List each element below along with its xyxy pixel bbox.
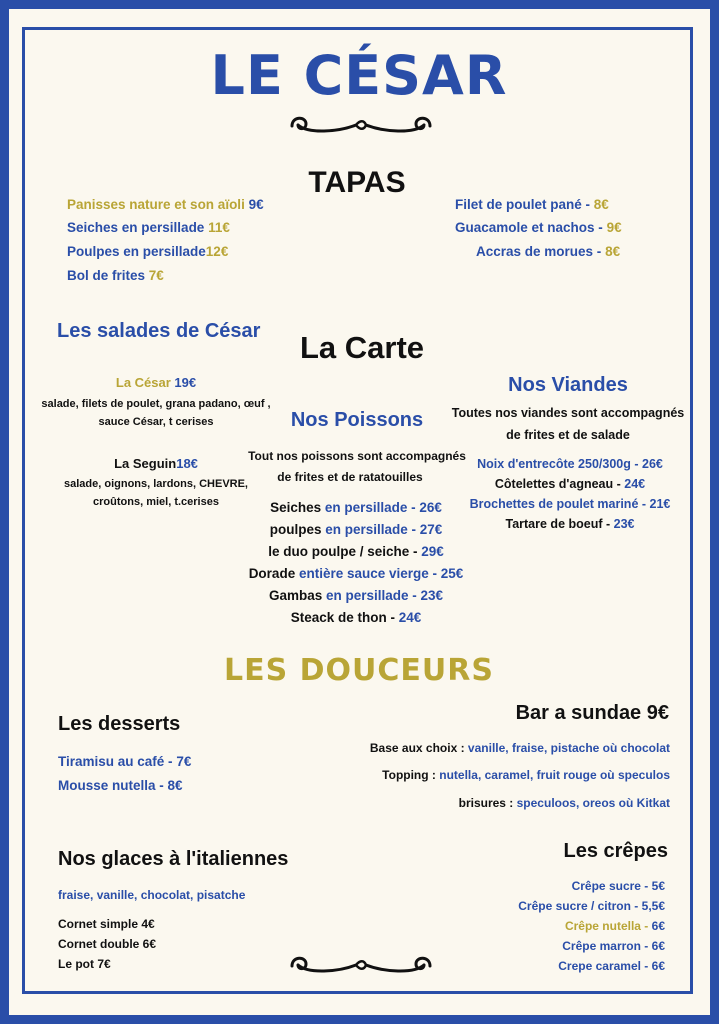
row-value: vanille, fraise, pistache où chocolat [464, 741, 670, 755]
item-name: Bol de frites [67, 268, 146, 283]
item-name: Filet de poulet pané - [455, 197, 591, 212]
tapas-item [67, 244, 228, 259]
item-name: Accras de morues - [476, 244, 602, 259]
item-price: en persillade - 27€ [321, 522, 443, 537]
row-label: Topping : [382, 768, 436, 782]
item-price: 6€ [651, 959, 665, 973]
item-price: 8€ [593, 197, 609, 212]
item-price: entière sauce vierge - 25€ [295, 566, 464, 581]
viandes-heading: Nos Viandes [508, 374, 628, 396]
item-name: Crêpe nutella - [564, 919, 649, 933]
salade-item-title [116, 375, 196, 390]
viande-item [506, 517, 635, 531]
item-name: Dorade [248, 566, 296, 581]
viande-item [477, 457, 663, 471]
row-value: nutella, caramel, fruit rouge où speculos [435, 768, 670, 782]
poisson-item [268, 544, 444, 559]
salade-item-title [114, 456, 198, 471]
crepe-item [518, 899, 665, 913]
carte-heading: La Carte [299, 330, 425, 365]
glace-item: Le pot 7€ [58, 957, 111, 971]
item-price: 8€ [605, 244, 621, 259]
item-price: 5€ [651, 879, 665, 893]
item-name: Mousse nutella - [58, 778, 164, 793]
poisson-item [270, 522, 443, 537]
salade-item-desc: sauce César, t cerises [98, 416, 214, 428]
item-name: Crêpe sucre - [571, 879, 649, 893]
item-name: Steack de thon - [290, 610, 395, 625]
item-price: 11€ [208, 220, 230, 235]
poisson-item [269, 588, 443, 603]
dessert-item [58, 778, 183, 793]
viande-item [470, 497, 671, 511]
tapas-item [455, 220, 622, 235]
row-label: brisures : [458, 796, 514, 810]
dessert-item [58, 754, 191, 769]
sundae-row [370, 741, 670, 755]
item-price: 6€ [651, 939, 665, 953]
item-name: Crêpe marron - [562, 939, 649, 953]
tapas-heading: TAPAS [308, 166, 406, 199]
item-name: Guacamole et nachos - [455, 220, 603, 235]
tapas-item [67, 268, 164, 283]
crepe-item [558, 959, 665, 973]
item-name: Panisses nature et son aïoli [67, 197, 245, 212]
item-name: La Seguin [114, 456, 177, 471]
item-name: le duo poulpe / seiche - [268, 544, 418, 559]
salade-item-desc: croûtons, miel, t.cerises [93, 496, 219, 508]
item-price: 9€ [248, 197, 264, 212]
item-price: 19€ [174, 375, 197, 390]
item-price: 7€ [176, 754, 192, 769]
salades-heading: Les salades de César [57, 320, 261, 342]
item-price: 7€ [148, 268, 164, 283]
item-price: 8€ [167, 778, 183, 793]
item-name: poulpes [269, 522, 322, 537]
sundae-row [382, 768, 670, 782]
item-name: Noix d'entrecôte 250/300g - [477, 457, 639, 471]
tapas-item [455, 197, 609, 212]
item-name: Gambas [268, 588, 323, 603]
item-price: 29€ [417, 544, 444, 559]
item-price: en persillade - 23€ [322, 588, 444, 603]
viandes-note: Toutes nos viandes sont accompagnés [451, 406, 685, 420]
glaces-heading: Nos glaces à l'italiennes [58, 848, 289, 870]
item-price: 18€ [176, 456, 198, 471]
item-price: 23€ [610, 517, 635, 531]
item-price: 24€ [395, 610, 422, 625]
tapas-item [67, 220, 230, 235]
item-price: 12€ [205, 244, 229, 259]
item-price: 21€ [646, 497, 671, 511]
glace-item: Cornet double 6€ [58, 937, 157, 951]
glace-item: Cornet simple 4€ [58, 917, 155, 931]
item-name: Seiches [270, 500, 322, 515]
poisson-item [270, 500, 442, 515]
poissons-note: de frites et de ratatouilles [277, 470, 423, 484]
crepe-item [572, 879, 665, 893]
crepe-item [562, 939, 665, 953]
item-name: Tartare de boeuf - [505, 517, 611, 531]
glaces-flavors: fraise, vanille, chocolat, pisatche [58, 888, 246, 902]
row-value: speculoos, oreos où Kitkat [513, 796, 670, 810]
salade-item-desc: salade, filets de poulet, grana padano, œuf , [41, 398, 271, 410]
item-price: en persillade - 26€ [321, 500, 442, 515]
poissons-heading: Nos Poissons [290, 409, 424, 431]
tapas-item [67, 197, 264, 212]
item-name: Crepe caramel - [558, 959, 649, 973]
douceurs-heading: LES DOUCEURS [223, 653, 495, 688]
ornament-divider-top-icon [288, 112, 434, 140]
viande-item [495, 477, 645, 491]
desserts-heading: Les desserts [58, 713, 181, 735]
restaurant-title: LE CÉSAR [210, 44, 508, 107]
poisson-item [291, 610, 422, 625]
item-name: Crêpe sucre / citron - [518, 899, 639, 913]
item-name: Seiches en persillade [67, 220, 205, 235]
item-price: 26€ [638, 457, 663, 471]
viandes-note: de frites et de salade [506, 428, 630, 442]
poissons-note: Tout nos poissons sont accompagnés [248, 449, 466, 463]
item-name: Tiramisu au café - [58, 754, 173, 769]
item-price: 5,5€ [641, 899, 665, 913]
poisson-item [249, 566, 464, 581]
item-price: 9€ [606, 220, 622, 235]
item-name: Côtelettes d'agneau - [494, 477, 621, 491]
sundae-heading: Bar a sundae 9€ [515, 702, 669, 724]
sundae-row [459, 796, 670, 810]
crepes-heading: Les crêpes [563, 840, 668, 862]
ornament-divider-bottom-icon [288, 952, 434, 980]
item-price: 6€ [651, 919, 665, 933]
crepe-item [565, 919, 665, 933]
tapas-item [476, 244, 620, 259]
item-price: 24€ [620, 477, 646, 491]
row-label: Base aux choix : [369, 741, 465, 755]
item-name: Poulpes en persillade [67, 244, 206, 259]
item-name: Brochettes de poulet mariné - [469, 497, 647, 511]
salade-item-desc: salade, oignons, lardons, CHEVRE, [64, 478, 248, 490]
item-name: La César [115, 375, 171, 390]
